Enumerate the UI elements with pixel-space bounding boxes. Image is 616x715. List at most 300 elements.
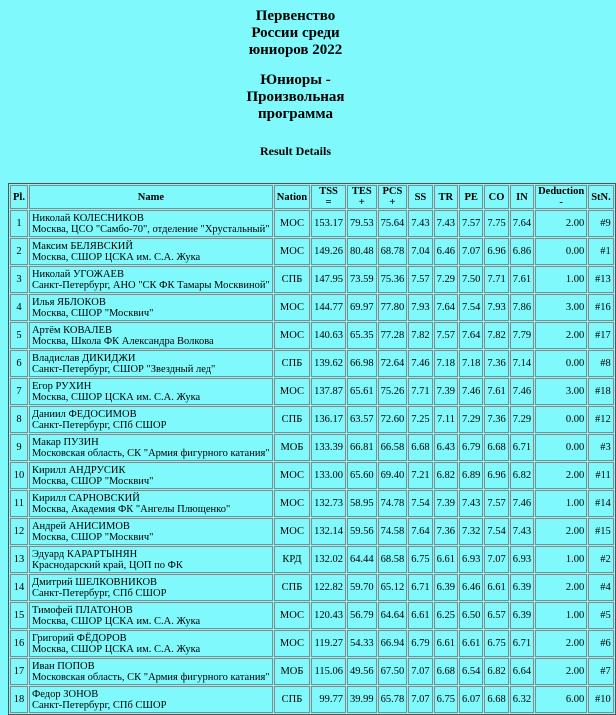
pcs-cell: 66.58 xyxy=(378,434,408,461)
skater-club: Москва, СШОР ЦСКА им. С.А. Жука xyxy=(31,251,201,263)
deduction-cell: 2.00 xyxy=(535,574,587,601)
pcs-cell: 77.28 xyxy=(378,322,408,349)
nation-cell: МОС xyxy=(274,602,310,629)
name-cell xyxy=(29,574,273,601)
nation-cell: МОС xyxy=(274,322,310,349)
skater-name: Николай УГОЖАЕВ xyxy=(31,268,124,280)
name-cell xyxy=(29,266,273,293)
pcs-cell: 66.94 xyxy=(378,630,408,657)
ss-cell: 7.71 xyxy=(408,378,432,405)
tr-cell: 7.18 xyxy=(434,350,458,377)
ss-cell: 7.46 xyxy=(408,350,432,377)
in-cell: 6.82 xyxy=(510,462,534,489)
tss-cell: 136.17 xyxy=(311,406,346,433)
start-number-cell: #11 xyxy=(588,462,614,489)
deduction-cell: 3.00 xyxy=(535,378,587,405)
pe-cell: 7.32 xyxy=(459,518,483,545)
pe-cell: 7.43 xyxy=(459,490,483,517)
place-cell: 10 xyxy=(10,462,28,489)
skater-club: Москва, СШОР "Москвич" xyxy=(31,531,154,543)
tss-cell: 132.14 xyxy=(311,518,346,545)
in-cell: 7.46 xyxy=(510,378,534,405)
start-number-cell: #6 xyxy=(588,630,614,657)
skater-name: Дмитрий ШЕЛКОВНИКОВ xyxy=(31,576,158,588)
skater-name: Владислав ДИКИДЖИ xyxy=(31,352,136,364)
table-row xyxy=(10,294,614,321)
deduction-cell: 0.00 xyxy=(535,238,587,265)
col-deduction xyxy=(535,185,587,209)
pe-cell: 7.29 xyxy=(459,406,483,433)
pe-cell: 6.46 xyxy=(459,574,483,601)
name-cell xyxy=(29,462,273,489)
skater-club: Москва, СШОР ЦСКА им. С.А. Жука xyxy=(31,391,201,403)
in-cell: 6.93 xyxy=(510,546,534,573)
tes-cell: 65.60 xyxy=(347,462,377,489)
co-cell: 7.93 xyxy=(484,294,508,321)
start-number-cell: #3 xyxy=(588,434,614,461)
place-cell: 9 xyxy=(10,434,28,461)
name-cell xyxy=(29,238,273,265)
deduction-cell: 2.00 xyxy=(535,630,587,657)
tr-cell: 7.39 xyxy=(434,490,458,517)
start-number-cell: #13 xyxy=(588,266,614,293)
co-cell: 7.57 xyxy=(484,490,508,517)
deduction-cell: 1.00 xyxy=(535,266,587,293)
table-row xyxy=(10,350,614,377)
pcs-cell: 65.12 xyxy=(378,574,408,601)
deduction-cell: 0.00 xyxy=(535,406,587,433)
deduction-cell: 1.00 xyxy=(535,490,587,517)
header-row xyxy=(10,185,614,209)
place-cell: 2 xyxy=(10,238,28,265)
pcs-cell: 74.58 xyxy=(378,518,408,545)
pcs-cell: 75.26 xyxy=(378,378,408,405)
place-cell: 3 xyxy=(10,266,28,293)
deduction-cell: 1.00 xyxy=(535,602,587,629)
in-cell: 7.29 xyxy=(510,406,534,433)
ss-cell: 7.07 xyxy=(408,658,432,685)
tr-cell: 7.57 xyxy=(434,322,458,349)
nation-cell: СПБ xyxy=(274,350,310,377)
place-cell: 12 xyxy=(10,518,28,545)
tr-cell: 7.64 xyxy=(434,294,458,321)
col-nation: Nation xyxy=(274,185,310,209)
col-tss xyxy=(311,185,346,209)
pe-cell: 6.89 xyxy=(459,462,483,489)
table-row xyxy=(10,434,614,461)
skater-name: Егор РУХИН xyxy=(31,380,92,392)
skater-club: Москва, СШОР ЦСКА им. С.А. Жука xyxy=(31,615,201,627)
col-start-number: StN. xyxy=(588,185,614,209)
skater-name: Максим БЕЛЯВСКИЙ xyxy=(31,240,133,252)
tss-cell: 133.39 xyxy=(311,434,346,461)
place-cell: 8 xyxy=(10,406,28,433)
col-pcs xyxy=(378,185,408,209)
place-cell: 16 xyxy=(10,630,28,657)
event-title xyxy=(0,8,591,59)
col-tes-sub: + xyxy=(358,197,365,208)
name-cell xyxy=(29,210,273,237)
nation-cell: СПБ xyxy=(274,266,310,293)
ss-cell: 6.68 xyxy=(408,434,432,461)
ss-cell: 7.64 xyxy=(408,518,432,545)
table-row xyxy=(10,322,614,349)
skater-club: Москва, СШОР ЦСКА им. С.А. Жука xyxy=(31,643,201,655)
col-pe: PE xyxy=(459,185,483,209)
skater-club: Москва, Школа ФК Александра Волкова xyxy=(31,335,214,347)
nation-cell: МОС xyxy=(274,490,310,517)
deduction-cell: 0.00 xyxy=(535,434,587,461)
table-row xyxy=(10,490,614,517)
pcs-cell: 65.78 xyxy=(378,686,408,713)
tes-cell: 59.70 xyxy=(347,574,377,601)
col-in: IN xyxy=(510,185,534,209)
in-cell: 7.46 xyxy=(510,490,534,517)
start-number-cell: #4 xyxy=(588,574,614,601)
start-number-cell: #16 xyxy=(588,294,614,321)
place-cell: 18 xyxy=(10,686,28,713)
pe-cell: 6.61 xyxy=(459,630,483,657)
skater-name: Эдуард КАРАРТЫНЯН xyxy=(31,548,138,560)
tr-cell: 7.11 xyxy=(434,406,458,433)
in-cell: 7.61 xyxy=(510,266,534,293)
tss-cell: 153.17 xyxy=(311,210,346,237)
tr-cell: 7.29 xyxy=(434,266,458,293)
tss-cell: 133.00 xyxy=(311,462,346,489)
nation-cell: СПБ xyxy=(274,686,310,713)
tr-cell: 6.25 xyxy=(434,602,458,629)
table-row xyxy=(10,462,614,489)
tes-cell: 73.59 xyxy=(347,266,377,293)
ss-cell: 7.93 xyxy=(408,294,432,321)
tes-cell: 59.56 xyxy=(347,518,377,545)
skater-club: Санкт-Петербург, СПб СШОР xyxy=(31,587,167,599)
name-cell xyxy=(29,350,273,377)
pe-cell: 7.18 xyxy=(459,350,483,377)
tr-cell: 6.61 xyxy=(434,546,458,573)
section-title: Result Details xyxy=(260,144,331,158)
tss-cell: 115.06 xyxy=(311,658,346,685)
table-row xyxy=(10,546,614,573)
skater-club: Санкт-Петербург, АНО "СК ФК Тамары Москвиной" xyxy=(31,279,270,291)
skater-club: Москва, СШОР "Москвич" xyxy=(31,475,154,487)
nation-cell: МОБ xyxy=(274,434,310,461)
tss-cell: 120.43 xyxy=(311,602,346,629)
skater-name: Федор ЗОНОВ xyxy=(31,688,99,700)
nation-cell: МОС xyxy=(274,630,310,657)
table-row xyxy=(10,238,614,265)
co-cell: 6.82 xyxy=(484,658,508,685)
tr-cell: 6.43 xyxy=(434,434,458,461)
skater-club: Московская область, СК "Армия фигурного катания" xyxy=(31,671,270,683)
pcs-cell: 77.80 xyxy=(378,294,408,321)
name-cell xyxy=(29,378,273,405)
tr-cell: 7.36 xyxy=(434,518,458,545)
table-row xyxy=(10,630,614,657)
pcs-cell: 75.36 xyxy=(378,266,408,293)
tr-cell: 6.61 xyxy=(434,630,458,657)
deduction-cell: 2.00 xyxy=(535,462,587,489)
ss-cell: 7.82 xyxy=(408,322,432,349)
table-row xyxy=(10,378,614,405)
nation-cell: СПБ xyxy=(274,574,310,601)
skater-name: Кирилл АНДРУСИК xyxy=(31,464,126,476)
tes-cell: 80.48 xyxy=(347,238,377,265)
tes-cell: 65.35 xyxy=(347,322,377,349)
start-number-cell: #12 xyxy=(588,406,614,433)
start-number-cell: #5 xyxy=(588,602,614,629)
pe-cell: 6.79 xyxy=(459,434,483,461)
table-row xyxy=(10,686,614,713)
nation-cell: МОС xyxy=(274,294,310,321)
start-number-cell: #15 xyxy=(588,518,614,545)
col-pcs-sub: + xyxy=(389,197,396,208)
col-deduction-label: Deduction xyxy=(538,186,585,197)
skater-club: Москва, СШОР "Москвич" xyxy=(31,307,154,319)
skater-name: Кирилл САРНОВСКИЙ xyxy=(31,492,140,504)
event-title-line: России среди xyxy=(251,25,340,41)
start-number-cell: #14 xyxy=(588,490,614,517)
start-number-cell: #17 xyxy=(588,322,614,349)
skater-name: Андрей АНИСИМОВ xyxy=(31,520,130,532)
co-cell: 6.68 xyxy=(484,686,508,713)
in-cell: 6.71 xyxy=(510,434,534,461)
pe-cell: 6.50 xyxy=(459,602,483,629)
col-tes-label: TES xyxy=(351,186,372,197)
tss-cell: 139.62 xyxy=(311,350,346,377)
pe-cell: 6.93 xyxy=(459,546,483,573)
tes-cell: 54.33 xyxy=(347,630,377,657)
table-row xyxy=(10,574,614,601)
co-cell: 7.71 xyxy=(484,266,508,293)
skater-club: Санкт-Петербург, СПб СШОР xyxy=(31,419,167,431)
tes-cell: 65.61 xyxy=(347,378,377,405)
co-cell: 7.75 xyxy=(484,210,508,237)
co-cell: 6.61 xyxy=(484,574,508,601)
pcs-cell: 68.58 xyxy=(378,546,408,573)
pcs-cell: 72.60 xyxy=(378,406,408,433)
deduction-cell: 2.00 xyxy=(535,658,587,685)
skater-club: Москва, Академия ФК "Ангелы Плющенко" xyxy=(31,503,231,515)
table-row xyxy=(10,658,614,685)
table-row xyxy=(10,210,614,237)
event-title-line: юниоров 2022 xyxy=(248,42,343,58)
co-cell: 7.82 xyxy=(484,322,508,349)
place-cell: 6 xyxy=(10,350,28,377)
name-cell xyxy=(29,322,273,349)
page-header xyxy=(0,8,591,158)
in-cell: 6.64 xyxy=(510,658,534,685)
deduction-cell: 2.00 xyxy=(535,518,587,545)
col-place: Pl. xyxy=(10,185,28,209)
nation-cell: МОБ xyxy=(274,658,310,685)
ss-cell: 7.25 xyxy=(408,406,432,433)
col-deduction-sub: - xyxy=(559,197,563,208)
in-cell: 7.86 xyxy=(510,294,534,321)
skater-name: Григорий ФЁДОРОВ xyxy=(31,632,127,644)
ss-cell: 6.75 xyxy=(408,546,432,573)
nation-cell: МОС xyxy=(274,378,310,405)
tes-cell: 66.98 xyxy=(347,350,377,377)
nation-cell: КРД xyxy=(274,546,310,573)
name-cell xyxy=(29,518,273,545)
ss-cell: 7.54 xyxy=(408,490,432,517)
segment-title-line: Юниоры - xyxy=(260,72,331,88)
name-cell xyxy=(29,686,273,713)
skater-club: Москва, ЦСО "Самбо-70", отделение "Хрустальный" xyxy=(31,223,270,235)
results-table xyxy=(8,183,616,715)
col-tss-sub: = xyxy=(325,197,332,208)
co-cell: 7.61 xyxy=(484,378,508,405)
pcs-cell: 67.50 xyxy=(378,658,408,685)
start-number-cell: #1 xyxy=(588,238,614,265)
pcs-cell: 69.40 xyxy=(378,462,408,489)
event-title-line: Первенство xyxy=(255,8,336,24)
pe-cell: 7.46 xyxy=(459,378,483,405)
segment-title-line: Произвольная xyxy=(246,89,345,105)
tr-cell: 6.46 xyxy=(434,238,458,265)
table-row xyxy=(10,518,614,545)
skater-name: Макар ПУЗИН xyxy=(31,436,99,448)
tes-cell: 49.56 xyxy=(347,658,377,685)
in-cell: 6.86 xyxy=(510,238,534,265)
in-cell: 7.64 xyxy=(510,210,534,237)
table-row xyxy=(10,602,614,629)
col-tss-label: TSS xyxy=(319,186,338,197)
tes-cell: 58.95 xyxy=(347,490,377,517)
skater-club: Санкт-Петербург, СШОР "Звездный лед" xyxy=(31,363,216,375)
co-cell: 7.54 xyxy=(484,518,508,545)
ss-cell: 7.04 xyxy=(408,238,432,265)
start-number-cell: #8 xyxy=(588,350,614,377)
nation-cell: МОС xyxy=(274,210,310,237)
col-co: CO xyxy=(484,185,508,209)
place-cell: 5 xyxy=(10,322,28,349)
tss-cell: 99.77 xyxy=(311,686,346,713)
tes-cell: 66.81 xyxy=(347,434,377,461)
skater-club: Санкт-Петербург, СПб СШОР xyxy=(31,699,167,711)
skater-name: Иван ПОПОВ xyxy=(31,660,95,672)
tss-cell: 144.77 xyxy=(311,294,346,321)
co-cell: 6.75 xyxy=(484,630,508,657)
deduction-cell: 6.00 xyxy=(535,686,587,713)
col-pcs-label: PCS xyxy=(382,186,403,197)
co-cell: 7.07 xyxy=(484,546,508,573)
tr-cell: 6.75 xyxy=(434,686,458,713)
col-tr: TR xyxy=(434,185,458,209)
tss-cell: 132.02 xyxy=(311,546,346,573)
pe-cell: 7.54 xyxy=(459,294,483,321)
tr-cell: 6.82 xyxy=(434,462,458,489)
name-cell xyxy=(29,406,273,433)
skater-name: Артём КОВАЛЕВ xyxy=(31,324,112,336)
place-cell: 7 xyxy=(10,378,28,405)
co-cell: 7.36 xyxy=(484,350,508,377)
skater-club: Московская область, СК "Армия фигурного катания" xyxy=(31,447,270,459)
tes-cell: 64.44 xyxy=(347,546,377,573)
pcs-cell: 75.64 xyxy=(378,210,408,237)
table-row xyxy=(10,266,614,293)
tss-cell: 119.27 xyxy=(311,630,346,657)
tes-cell: 69.97 xyxy=(347,294,377,321)
tr-cell: 6.68 xyxy=(434,658,458,685)
skater-name: Николай КОЛЕСНИКОВ xyxy=(31,212,144,224)
place-cell: 13 xyxy=(10,546,28,573)
name-cell xyxy=(29,490,273,517)
co-cell: 7.36 xyxy=(484,406,508,433)
tes-cell: 63.57 xyxy=(347,406,377,433)
tss-cell: 132.73 xyxy=(311,490,346,517)
deduction-cell: 2.00 xyxy=(535,322,587,349)
table-row xyxy=(10,406,614,433)
ss-cell: 7.21 xyxy=(408,462,432,489)
deduction-cell: 0.00 xyxy=(535,350,587,377)
pcs-cell: 64.64 xyxy=(378,602,408,629)
pe-cell: 6.54 xyxy=(459,658,483,685)
start-number-cell: #7 xyxy=(588,658,614,685)
tss-cell: 147.95 xyxy=(311,266,346,293)
tr-cell: 7.43 xyxy=(434,210,458,237)
start-number-cell: #10 xyxy=(588,686,614,713)
pe-cell: 7.57 xyxy=(459,210,483,237)
ss-cell: 7.57 xyxy=(408,266,432,293)
in-cell: 7.43 xyxy=(510,518,534,545)
in-cell: 7.79 xyxy=(510,322,534,349)
col-tes xyxy=(347,185,377,209)
pe-cell: 7.64 xyxy=(459,322,483,349)
tes-cell: 79.53 xyxy=(347,210,377,237)
nation-cell: МОС xyxy=(274,518,310,545)
co-cell: 6.96 xyxy=(484,238,508,265)
deduction-cell: 3.00 xyxy=(535,294,587,321)
in-cell: 6.39 xyxy=(510,574,534,601)
tr-cell: 6.39 xyxy=(434,574,458,601)
place-cell: 1 xyxy=(10,210,28,237)
skater-club: Краснодарский край, ЦОП по ФК xyxy=(31,559,183,571)
pe-cell: 6.07 xyxy=(459,686,483,713)
deduction-cell: 2.00 xyxy=(535,210,587,237)
deduction-cell: 1.00 xyxy=(535,546,587,573)
place-cell: 15 xyxy=(10,602,28,629)
place-cell: 11 xyxy=(10,490,28,517)
tr-cell: 7.39 xyxy=(434,378,458,405)
start-number-cell: #2 xyxy=(588,546,614,573)
co-cell: 6.96 xyxy=(484,462,508,489)
tss-cell: 149.26 xyxy=(311,238,346,265)
ss-cell: 6.79 xyxy=(408,630,432,657)
nation-cell: МОС xyxy=(274,238,310,265)
segment-title-line: программа xyxy=(258,106,333,122)
name-cell xyxy=(29,546,273,573)
tss-cell: 140.63 xyxy=(311,322,346,349)
start-number-cell: #18 xyxy=(588,378,614,405)
tes-cell: 39.99 xyxy=(347,686,377,713)
skater-name: Даниил ФЕДОСИМОВ xyxy=(31,408,137,420)
place-cell: 4 xyxy=(10,294,28,321)
ss-cell: 6.71 xyxy=(408,574,432,601)
pe-cell: 7.07 xyxy=(459,238,483,265)
co-cell: 6.68 xyxy=(484,434,508,461)
col-ss: SS xyxy=(408,185,432,209)
col-name: Name xyxy=(29,185,273,209)
pe-cell: 7.50 xyxy=(459,266,483,293)
ss-cell: 7.43 xyxy=(408,210,432,237)
start-number-cell: #9 xyxy=(588,210,614,237)
segment-title xyxy=(0,72,591,123)
name-cell xyxy=(29,630,273,657)
place-cell: 14 xyxy=(10,574,28,601)
pcs-cell: 74.78 xyxy=(378,490,408,517)
